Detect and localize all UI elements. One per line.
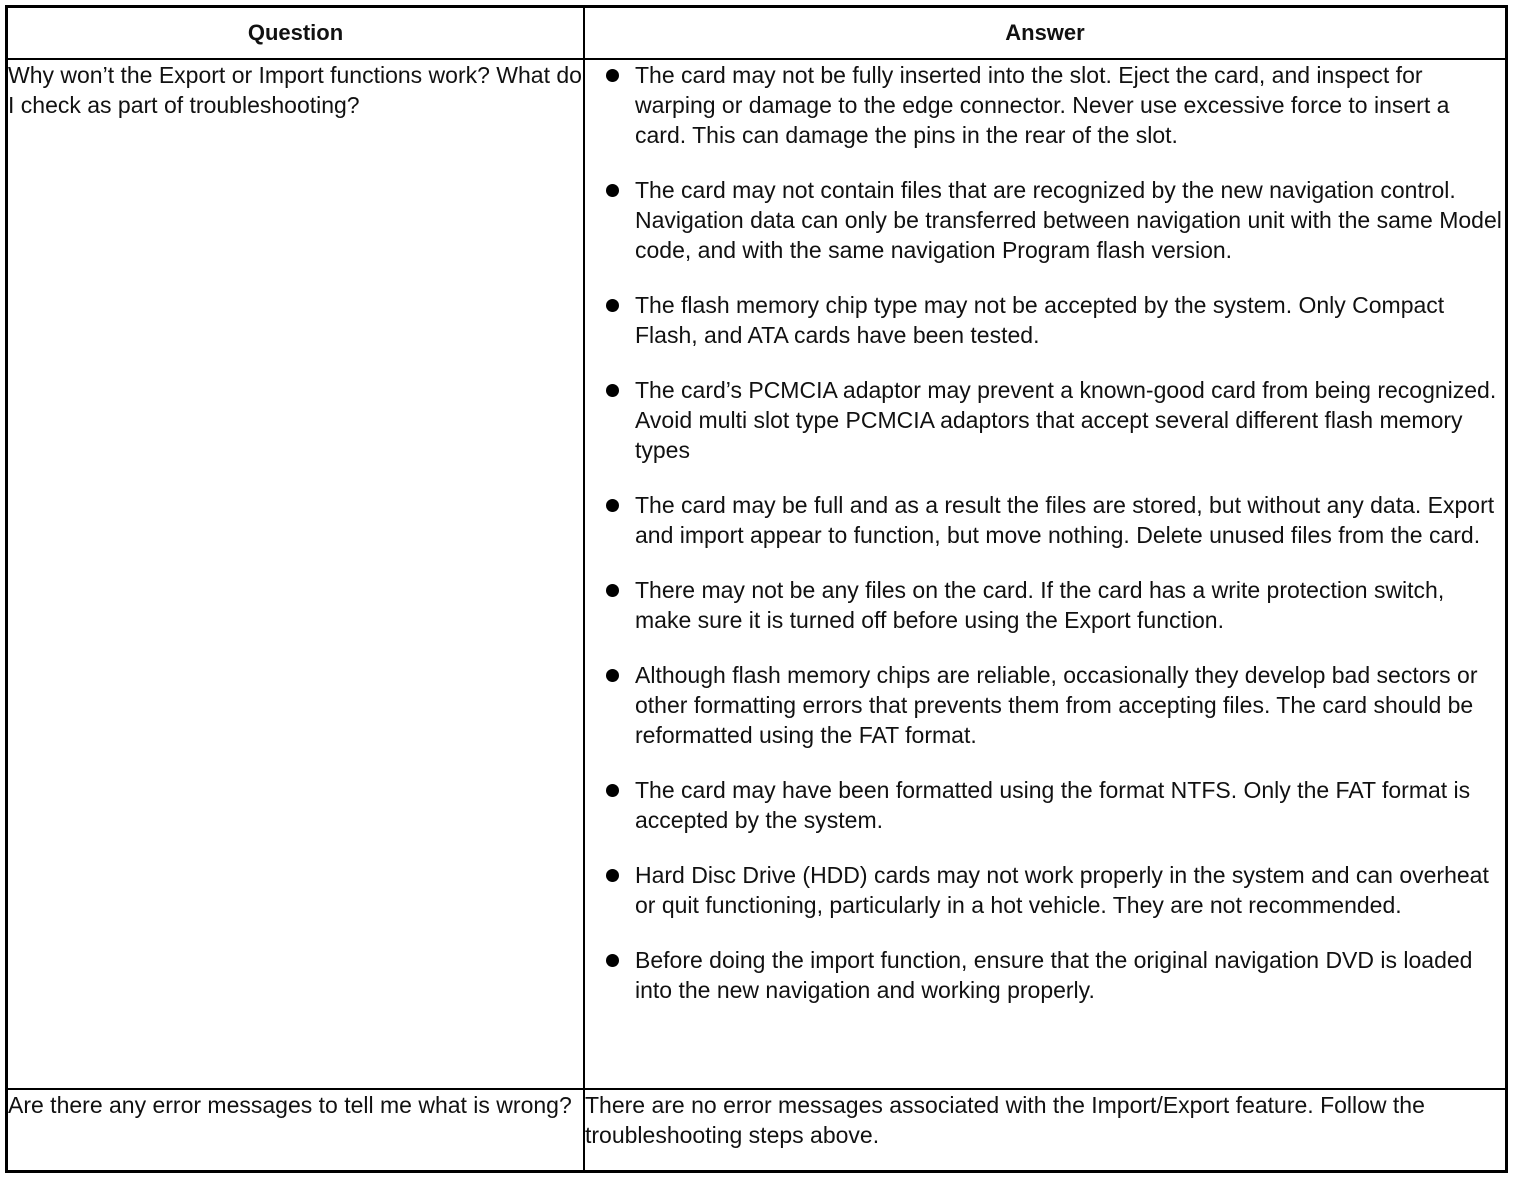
- bullet-icon: [606, 669, 619, 682]
- question-cell: Why won’t the Export or Import functions work? What do I check as part of troubleshooting?: [7, 59, 585, 1089]
- list-item: [585, 660, 1505, 750]
- list-item: [585, 375, 1505, 465]
- list-item: [585, 175, 1505, 265]
- answer-text: Hard Disc Drive (HDD) cards may not work properly in the system and can overheat or quit functioning, particularly in a hot vehicle. They are not recommended.: [635, 862, 1489, 918]
- list-item: [585, 575, 1505, 635]
- answer-text: There may not be any files on the card. If the card has a write protection switch, make sure it is turned off before using the Export function.: [635, 577, 1445, 633]
- list-item: [585, 290, 1505, 350]
- question-cell: Are there any error messages to tell me what is wrong?: [7, 1089, 585, 1172]
- answer-text: The flash memory chip type may not be accepted by the system. Only Compact Flash, and ATA cards have been tested.: [635, 292, 1445, 348]
- answer-cell: There are no error messages associated with the Import/Export feature. Follow the troubleshooting steps above.: [584, 1089, 1507, 1172]
- answer-list: [585, 60, 1505, 1005]
- header-row: [7, 7, 1507, 60]
- faq-table: [5, 5, 1508, 1173]
- table-row: [7, 1089, 1507, 1172]
- list-item: [585, 775, 1505, 835]
- table-row: [7, 59, 1507, 1089]
- answer-text: Before doing the import function, ensure that the original navigation DVD is loaded into the new navigation and working properly.: [635, 947, 1473, 1003]
- list-item: [585, 490, 1505, 550]
- answer-text: The card may not be fully inserted into the slot. Eject the card, and inspect for warping or damage to the edge connector. Never use excessive force to insert a card. This can damage the pins in the rear of the slot.: [635, 62, 1450, 148]
- bullet-icon: [606, 584, 619, 597]
- answer-text: Although flash memory chips are reliable, occasionally they develop bad sectors or other formatting errors that prevents them from accepting files. The card should be reformatted using the FAT format.: [635, 662, 1478, 748]
- bullet-icon: [606, 184, 619, 197]
- answer-text: The card may be full and as a result the files are stored, but without any data. Export and import appear to function, but move nothing. Delete unused files from the card.: [635, 492, 1495, 548]
- bullet-icon: [606, 869, 619, 882]
- header-question: Question: [7, 7, 585, 60]
- bullet-icon: [606, 784, 619, 797]
- bullet-icon: [606, 499, 619, 512]
- bullet-icon: [606, 299, 619, 312]
- answer-text: The card may not contain files that are recognized by the new navigation control. Navigation data can only be transferred between navigation unit with the same Model code, and with the same navigation Program flash version.: [635, 177, 1502, 263]
- list-item: [585, 945, 1505, 1005]
- bullet-icon: [606, 384, 619, 397]
- bullet-icon: [606, 69, 619, 82]
- bullet-icon: [606, 954, 619, 967]
- answer-cell: [584, 59, 1507, 1089]
- list-item: [585, 860, 1505, 920]
- answer-text: The card’s PCMCIA adaptor may prevent a known-good card from being recognized. Avoid multi slot type PCMCIA adaptors that accept several different flash memory types: [635, 377, 1497, 463]
- list-item: [585, 60, 1505, 150]
- answer-text: The card may have been formatted using the format NTFS. Only the FAT format is accepted by the system.: [635, 777, 1471, 833]
- header-answer: Answer: [584, 7, 1507, 60]
